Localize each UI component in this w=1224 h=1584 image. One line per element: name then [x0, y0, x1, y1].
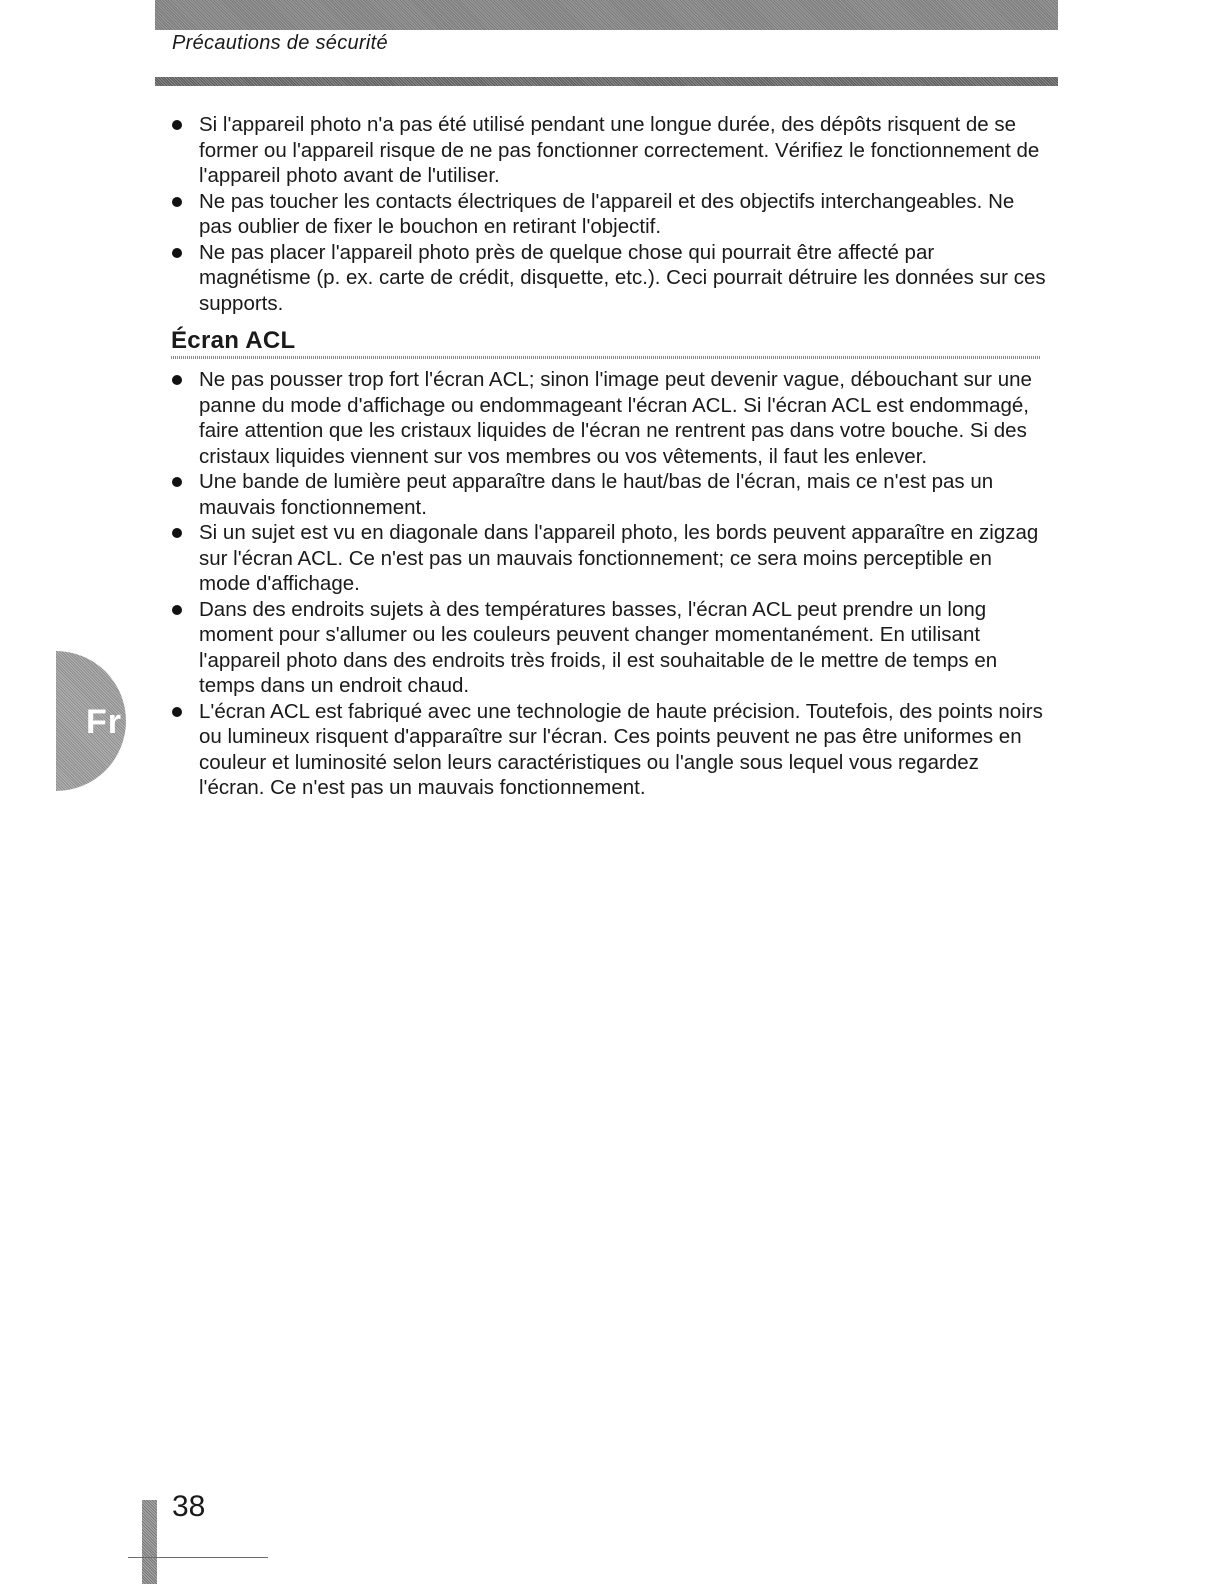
section-divider [171, 356, 1041, 359]
list-item: Dans des endroits sujets à des températures basses, l'écran ACL peut prendre un long moment pour s'allumer ou les couleurs peuvent changer momentanément. En utilisant l'appareil photo dans des endroits très froids, il est souhaitable de le mettre de temps en temps dans un endroit chaud. [168, 597, 1048, 699]
language-tab-label: Fr [86, 703, 122, 741]
intro-list [168, 112, 1048, 316]
list-item: Si un sujet est vu en diagonale dans l'appareil photo, les bords peuvent apparaître en zigzag sur l'écran ACL. Ce n'est pas un mauvais fonctionnement; ce sera moins perceptible en mode d'affichage. [168, 520, 1048, 597]
list-item: Ne pas toucher les contacts électriques de l'appareil et des objectifs interchangeables. Ne pas oublier de fixer le bouchon en retirant l'objectif. [168, 189, 1048, 240]
list-item: Si l'appareil photo n'a pas été utilisé pendant une longue durée, des dépôts risquent de se former ou l'appareil risque de ne pas fonctionner correctement. Vérifiez le fonctionnement de l'appareil photo avant de l'utiliser. [168, 112, 1048, 189]
list-item: Une bande de lumière peut apparaître dans le haut/bas de l'écran, mais ce n'est pas un mauvais fonctionnement. [168, 469, 1048, 520]
page-content [168, 112, 1048, 801]
header-bar [155, 0, 1058, 30]
language-tab [56, 651, 211, 791]
list-item: L'écran ACL est fabriqué avec une technologie de haute précision. Toutefois, des points noirs ou lumineux risquent d'apparaître sur l'écran. Ces points peuvent ne pas être uniformes en couleur et luminosité selon leurs caractéristiques ou l'angle sous lequel vous regardez l'écran. Ce n'est pas un mauvais fonctionnement. [168, 699, 1048, 801]
list-item: Ne pas placer l'appareil photo près de quelque chose qui pourrait être affecté par magnétisme (p. ex. carte de crédit, disquette, etc.). Ceci pourrait détruire les données sur ces supports. [168, 240, 1048, 317]
footer-mark [142, 1500, 157, 1584]
header-rule [155, 77, 1058, 86]
lcd-list [168, 367, 1048, 801]
page-header-title: Précautions de sécurité [172, 32, 388, 54]
section-heading: Écran ACL [171, 327, 296, 354]
list-item: Ne pas pousser trop fort l'écran ACL; sinon l'image peut devenir vague, débouchant sur une panne du mode d'affichage ou endommageant l'écran ACL. Si l'écran ACL est endommagé, faire attention que les cristaux liquides de l'écran ne rentrent pas dans votre bouche. Si des cristaux liquides viennent sur vos membres ou vos vêtements, il faut les enlever. [168, 367, 1048, 469]
page-number: 38 [172, 1490, 206, 1523]
footer-line [128, 1557, 268, 1558]
